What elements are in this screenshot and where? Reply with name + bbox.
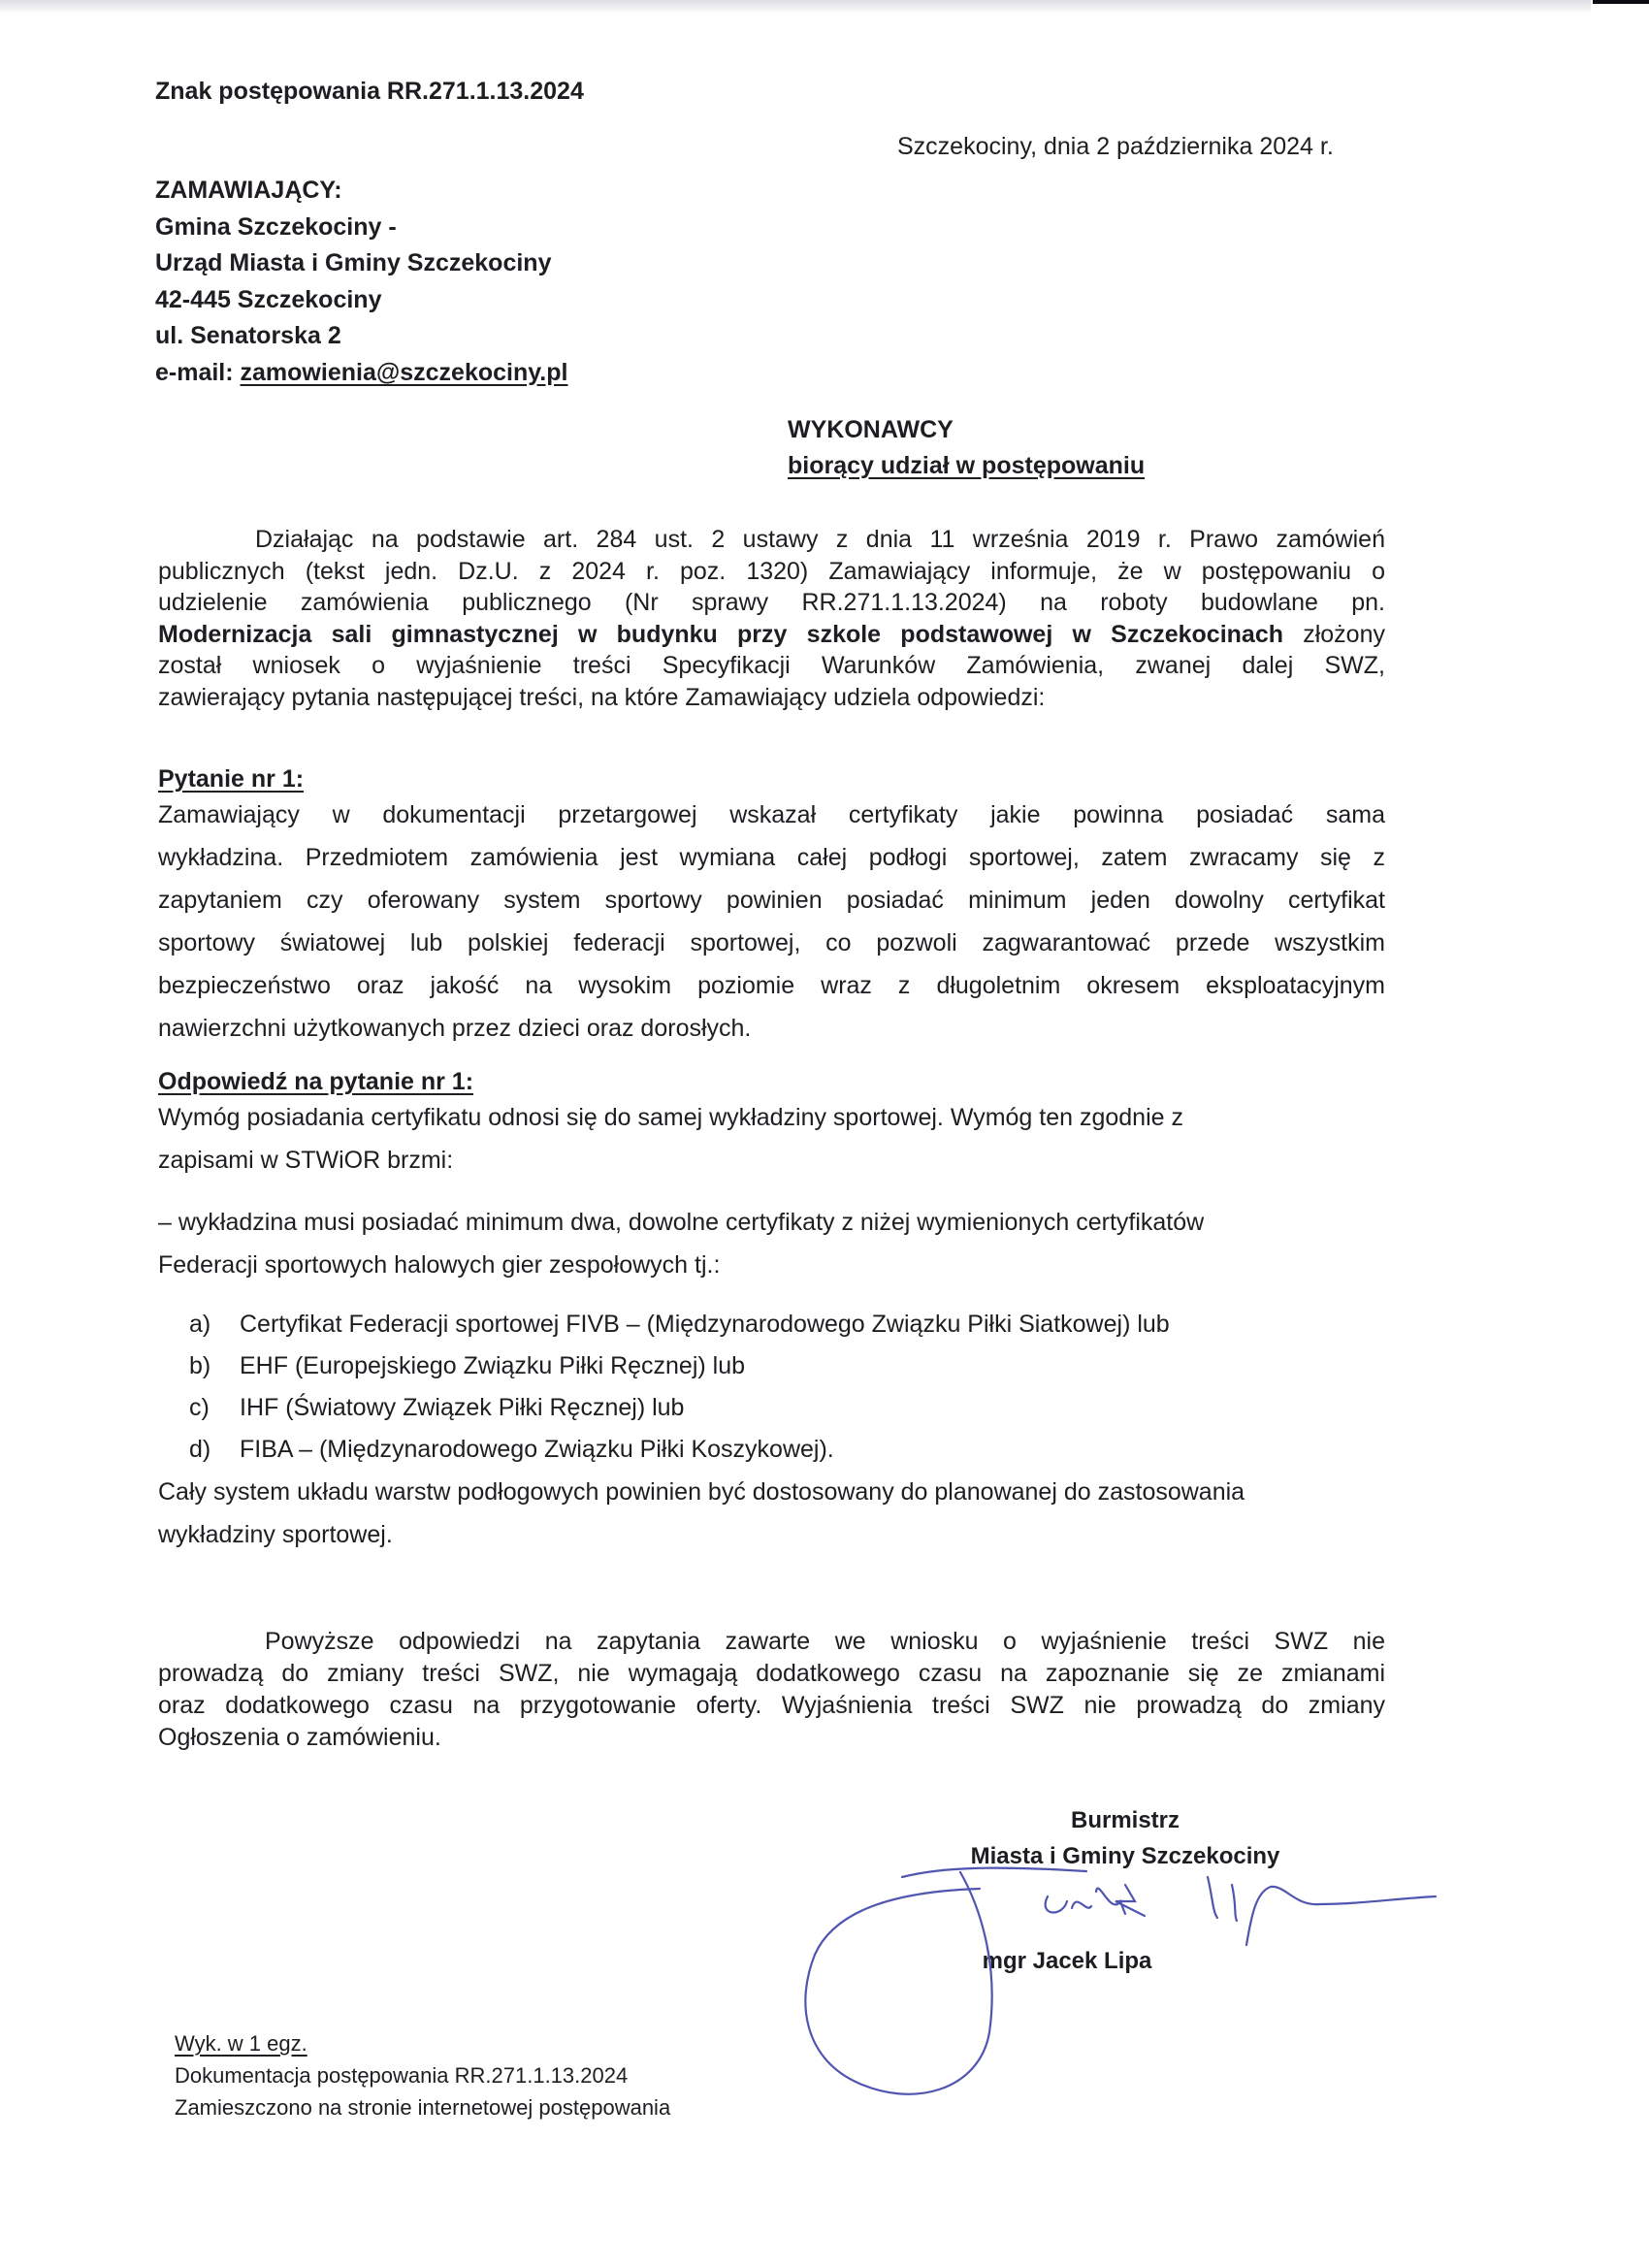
summary-line: Ogłoszenia o zamówieniu. [158, 1724, 441, 1751]
answer-line: Wymóg posiadania certyfikatu odnosi się do samej wykładziny sportowej. Wymóg ten zgodnie z [158, 1104, 1183, 1131]
intro-project-line: Modernizacja sali gimnastycznej w budynku przy szkole podstawowej w Szczekocinach złożony [158, 620, 1385, 648]
recipient-subtitle: biorący udział w postępowaniu [788, 452, 1146, 479]
answer-line: zapisami w STWiOR brzmi: [158, 1147, 454, 1174]
summary-line: oraz dodatkowego czasu na przygotowanie oferty. Wyjaśnienia treści SWZ nie prowadzą do zmiany [158, 1692, 1385, 1719]
intro-line: został wniosek o wyjaśnienie treści Specyfikacji Warunków Zamówienia, zwanej dalej SWZ, [158, 652, 1385, 679]
signatory-name: mgr Jacek Lipa [982, 1948, 1152, 1974]
list-item: a) Certyfikat Federacji sportowej FIVB – (Międzynarodowego Związku Piłki Siatkowej) lub [189, 1311, 1170, 1338]
answer-section [158, 1067, 1385, 1556]
closing-line: Cały system układu warstw podłogowych powinien być dostosowany do planowanej do zastosowania [158, 1478, 1245, 1506]
orderer-line: Urząd Miasta i Gminy Szczekociny [155, 249, 552, 276]
recipient-title: WYKONAWCY [788, 416, 954, 443]
summary-line: prowadzą do zmiany treści SWZ, nie wymagają dodatkowego czasu na zapoznanie się ze zmianami [158, 1660, 1385, 1687]
case-reference: Znak postępowania RR.271.1.13.2024 [155, 78, 584, 105]
question-line: zapytaniem czy oferowany system sportowy powinien posiadać minimum jeden dowolny certyfikat [158, 887, 1385, 914]
handwritten-signature-icon [795, 1848, 1455, 2100]
question-line: sportowy światowej lub polskiej federacji sportowej, co pozwoli zagwarantować przede wszystkim [158, 929, 1385, 956]
certificate-list [158, 1304, 1385, 1471]
intro-line: publicznych (tekst jedn. Dz.U. z 2024 r. poz. 1320) Zamawiający informuje, że w postępowaniu o [158, 557, 1385, 585]
question-line: Zamawiający w dokumentacji przetargowej wskazał certyfikaty jakie powinna posiadać sama [158, 801, 1385, 828]
footer-notes [175, 2027, 670, 2123]
doc-reference: Dokumentacja postępowania RR.271.1.13.2024 [175, 2063, 629, 2088]
intro-line: zawierający pytania następującej treści, na które Zamawiający udziela odpowiedzi: [158, 683, 1046, 711]
list-item: d) FIBA – (Międzynarodowego Związku Piłki Koszykowej). [189, 1436, 834, 1463]
signatory-title: Burmistrz [1070, 1807, 1180, 1833]
orderer-line: 42-445 Szczekociny [155, 285, 382, 313]
question-line: wykładzina. Przedmiotem zamówienia jest wymiana całej podłogi sportowej, zatem zwracamy się z [158, 844, 1385, 871]
scan-edge-mark [1593, 0, 1649, 4]
question-line: nawierzchni użytkowanych przez dzieci oraz dorosłych. [158, 1015, 752, 1042]
requirement-line: Federacji sportowych halowych gier zespołowych tj.: [158, 1251, 721, 1279]
scan-top-shade [0, 0, 1591, 14]
email-label: e-mail: [155, 358, 241, 386]
orderer-line: ul. Senatorska 2 [155, 322, 341, 349]
orderer-line: Gmina Szczekociny - [155, 212, 397, 241]
orderer-label: ZAMAWIAJĄCY: [155, 177, 342, 204]
place-date: Szczekociny, dnia 2 października 2024 r. [897, 133, 1334, 160]
signatory-office: Miasta i Gminy Szczekociny [970, 1843, 1280, 1869]
question-line: bezpieczeństwo oraz jakość na wysokim poziomie wraz z długoletnim okresem eksploatacyjnym [158, 972, 1385, 999]
project-name: Modernizacja sali gimnastycznej w budynku przy szkole podstawowej w Szczekocinach [158, 620, 1283, 648]
question-heading: Pytanie nr 1: [158, 765, 305, 793]
summary-line: Powyższe odpowiedzi na zapytania zawarte we wniosku o wyjaśnienie treści SWZ nie [265, 1628, 1385, 1655]
question-section [158, 764, 1385, 1050]
summary-paragraph [158, 1626, 1385, 1754]
publication-note: Zamieszczono na stronie internetowej postępowania [175, 2095, 671, 2120]
intro-line: Działając na podstawie art. 284 ust. 2 ustawy z dnia 11 września 2019 r. Prawo zamówień [255, 526, 1385, 553]
intro-line: udzielenie zamówienia publicznego (Nr sprawy RR.271.1.13.2024) na roboty budowlane pn. [158, 589, 1385, 616]
list-item: b) EHF (Europejskiego Związku Piłki Ręcznej) lub [189, 1352, 746, 1379]
orderer-email-row [155, 355, 567, 392]
copies-note: Wyk. w 1 egz. [175, 2031, 307, 2056]
list-item: c) IHF (Światowy Związek Piłki Ręcznej) lub [189, 1394, 685, 1421]
email-link[interactable]: zamowienia@szczekociny.pl [240, 358, 568, 386]
closing-line: wykładziny sportowej. [158, 1521, 393, 1548]
answer-heading: Odpowiedź na pytanie nr 1: [158, 1068, 474, 1095]
orderer-block [155, 173, 567, 391]
recipient-block [788, 412, 1145, 484]
requirement-line: – wykładzina musi posiadać minimum dwa, dowolne certyfikaty z niżej wymienionych certyfikatów [158, 1209, 1205, 1236]
intro-paragraph [158, 524, 1385, 713]
